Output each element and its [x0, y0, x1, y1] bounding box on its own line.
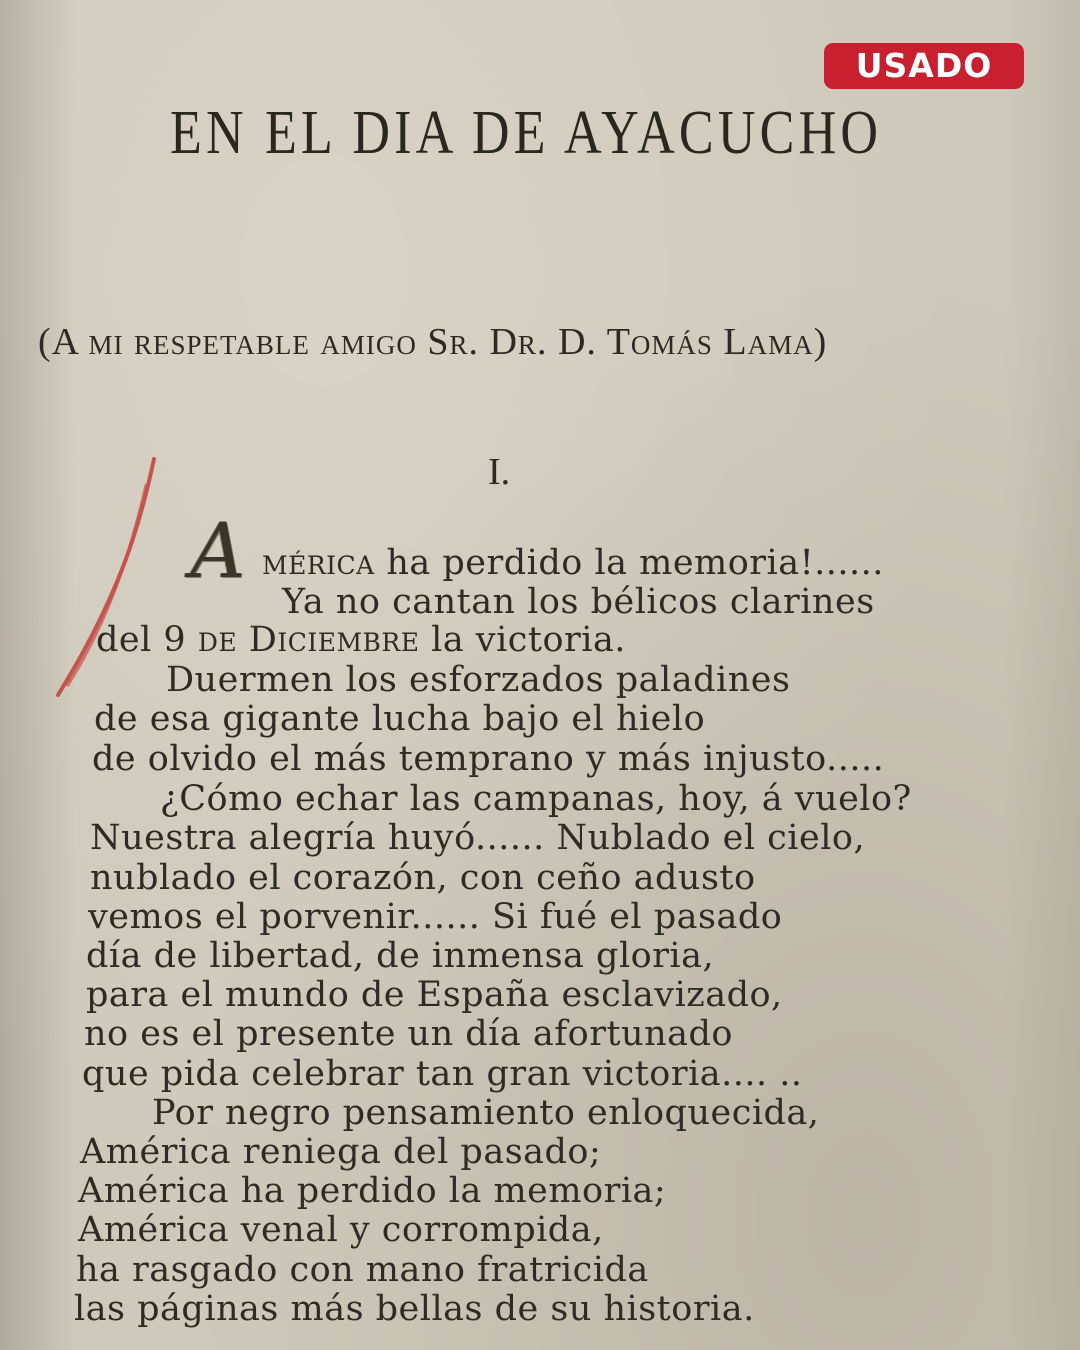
- poem-line: nublado el corazón, con ceño adusto: [90, 858, 756, 898]
- poem-line: Ya no cantan los bélicos clarines: [282, 582, 875, 622]
- poem-line: las páginas más bellas de su historia.: [74, 1289, 755, 1329]
- drop-cap-letter: A: [190, 505, 246, 595]
- poem-title: EN EL DIA DE AYACUCHO: [170, 99, 883, 167]
- poem-line: ¿Cómo echar las campanas, hoy, á vuelo?: [160, 779, 912, 819]
- red-pencil-mark: [50, 455, 160, 705]
- poem-line: vemos el porvenir...... Si fué el pasado: [88, 897, 783, 937]
- dedication: [38, 320, 1038, 364]
- dedication-open: (A: [38, 321, 78, 363]
- poem-line: de olvido el más temprano y más injusto.....: [92, 739, 885, 779]
- poem-line-text: la victoria.: [419, 620, 626, 660]
- dedication-honorific: Sr. Dr. D. Tomás Lama: [427, 321, 814, 363]
- poem-line: para el mundo de España esclavizado,: [86, 975, 783, 1015]
- poem-line: [262, 543, 884, 583]
- poem-line: que pida celebrar tan gran victoria.... ..: [82, 1054, 803, 1094]
- poem-line: América venal y corrompida,: [78, 1210, 604, 1250]
- poem-line: no es el presente un día afortunado: [84, 1014, 733, 1054]
- poem-line: día de libertad, de inmensa gloria,: [86, 936, 715, 976]
- poem-line: Nuestra alegría huyó...... Nublado el cielo,: [90, 818, 866, 858]
- poem-line-text: ha perdido la memoria!......: [374, 543, 884, 583]
- section-number: I.: [488, 451, 511, 493]
- poem-line-text: del 9: [96, 620, 198, 660]
- poem-line: América ha perdido la memoria;: [78, 1171, 667, 1211]
- drop-cap-ornament: [176, 505, 260, 595]
- dedication-close: ): [813, 321, 828, 363]
- poem-line: Por negro pensamiento enloquecida,: [152, 1093, 820, 1133]
- poem-line-smallcaps: de Diciembre: [197, 620, 420, 660]
- dedication-body: mi respetable amigo: [88, 321, 417, 363]
- poem-line-smallcaps: mérica: [262, 543, 375, 583]
- used-badge: USADO: [824, 43, 1024, 89]
- poem-line: [96, 620, 626, 660]
- poem-line: Duermen los esforzados paladines: [166, 660, 791, 700]
- poem-line: de esa gigante lucha bajo el hielo: [94, 699, 706, 739]
- poem-line: América reniega del pasado;: [80, 1132, 602, 1172]
- poem-line: ha rasgado con mano fratricida: [76, 1250, 649, 1290]
